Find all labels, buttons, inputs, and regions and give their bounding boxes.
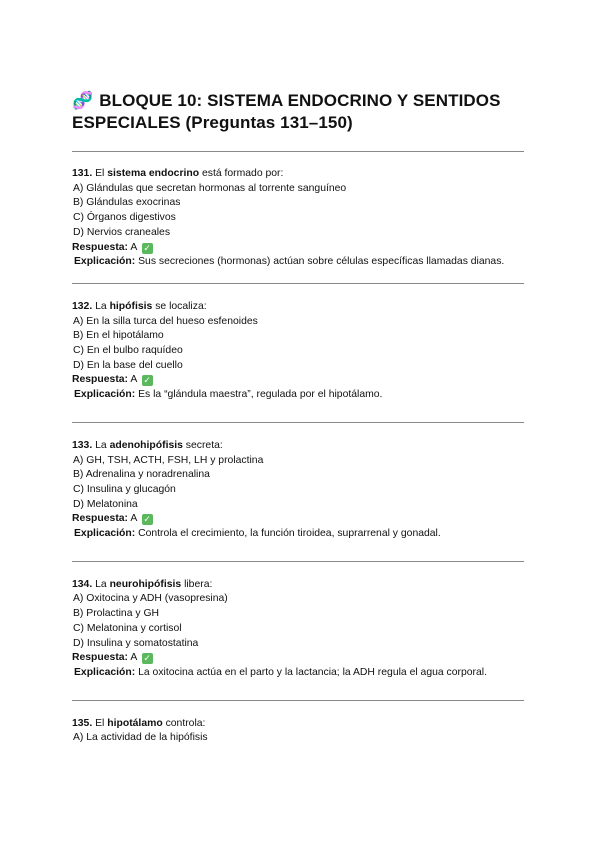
option: D) En la base del cuello [73,359,183,371]
question-stem: 135. El hipotálamo controla: [72,717,206,729]
option: C) Insulina y glucagón [73,483,176,495]
option: C) Melatonina y cortisol [73,622,182,634]
question-block [72,578,524,681]
answer-line: Respuesta: A ✓ [72,652,151,664]
option: A) Oxitocina y ADH (vasopresina) [73,593,228,605]
question-block [72,167,524,270]
question-block [72,717,524,746]
option: B) Adrenalina y noradrenalina [73,469,210,481]
question-stem: 133. La adenohipófisis secreta: [72,439,223,451]
check-mark-icon: ✓ [143,375,151,386]
check-mark-icon: ✓ [143,653,151,664]
divider [72,700,524,701]
divider [72,422,524,423]
explanation-line: Explicación: La oxitocina actúa en el parto y la lactancia; la ADH regula el agua corporal. [74,666,487,678]
question-stem: 132. La hipófisis se localiza: [72,300,207,312]
option: B) En el hipotálamo [73,330,164,342]
question-stem: 134. La neurohipófisis libera: [72,578,213,590]
option: D) Nervios craneales [73,226,171,238]
check-mark-icon: ✓ [143,514,151,525]
divider [72,561,524,562]
dna-icon: 🧬 [72,91,94,110]
explanation-line: Explicación: Es la “glándula maestra”, regulada por el hipotálamo. [74,389,383,401]
option: A) Glándulas que secretan hormonas al torrente sanguíneo [73,182,347,194]
question-block [72,439,524,542]
option: D) Insulina y somatostatina [73,637,199,649]
question-block [72,300,524,403]
option: B) Glándulas exocrinas [73,197,181,209]
document-page [72,90,524,746]
divider [72,283,524,284]
divider [72,151,524,152]
answer-line: Respuesta: A ✓ [72,241,151,253]
page-title: 🧬 BLOQUE 10: SISTEMA ENDOCRINO Y SENTIDOS ESPECIALES (Preguntas 131–150) [72,91,501,132]
check-mark-icon: ✓ [143,242,151,253]
option: C) En el bulbo raquídeo [73,345,183,357]
option: A) GH, TSH, ACTH, FSH, LH y prolactina [73,454,264,466]
answer-line: Respuesta: A ✓ [72,513,151,525]
explanation-line: Explicación: Controla el crecimiento, la función tiroidea, suprarrenal y gonadal. [74,528,441,540]
option: B) Prolactina y GH [73,608,160,620]
option: C) Órganos digestivos [73,212,176,224]
answer-line: Respuesta: A ✓ [72,374,151,386]
explanation-line: Explicación: Sus secreciones (hormonas) actúan sobre células específicas llamadas dianas. [74,256,505,268]
option: A) La actividad de la hipófisis [73,732,208,744]
question-stem: 131. El sistema endocrino está formado por: [72,168,284,179]
option: D) Melatonina [73,498,138,510]
option: A) En la silla turca del hueso esfenoides [73,315,258,327]
